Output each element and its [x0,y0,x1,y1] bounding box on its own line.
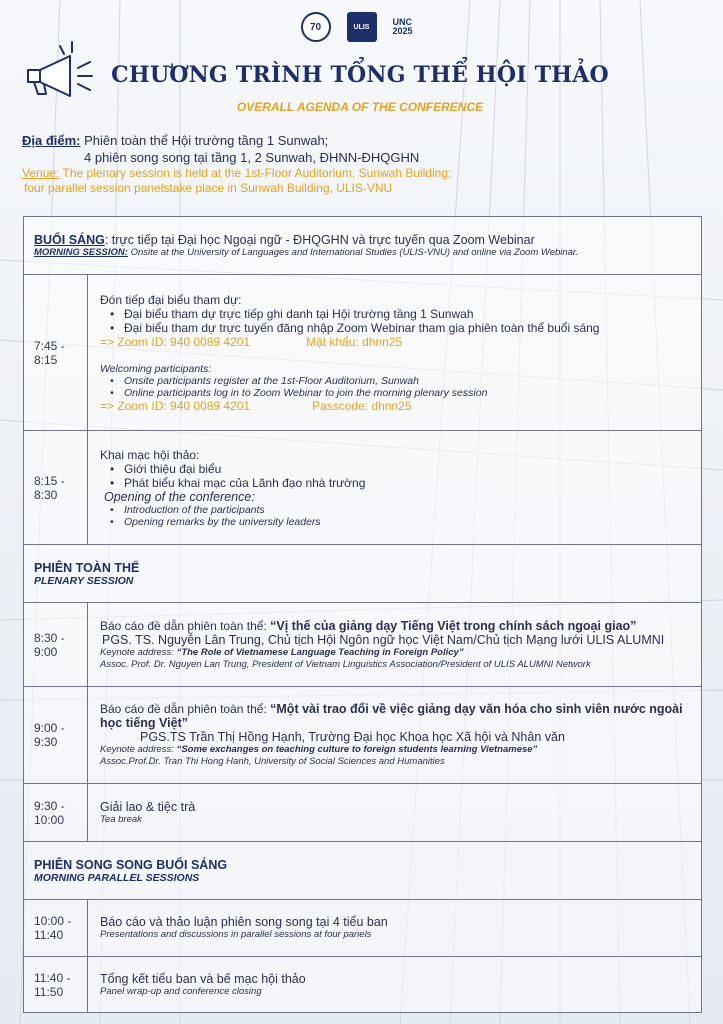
panels-vi: Báo cáo và thảo luận phiên song song tại 4 tiểu ban [100,915,388,929]
logo-row [0,12,723,42]
keynote2-title: “Một vài trao đổi về việc giảng dạy văn hóa cho sinh viên nước ngoài học tiếng Việt” [100,702,683,730]
plenary-title: PHIÊN TOÀN THỂ [34,560,140,575]
opening-desc [88,431,702,545]
agenda-row-keynote-1 [24,603,702,687]
panels-desc [88,900,702,957]
opening-en-item: • Opening remarks by the university leaders [110,516,693,528]
morning-title-rest: : trực tiếp tại Đại học Ngoại ngữ - ĐHQGHN và trực tuyến qua Zoom Webinar [104,233,535,247]
anniversary-logo: 70 [301,12,331,42]
plenary-section-header [24,545,702,603]
panels-time-end: 11:40 [34,928,64,942]
keynote2-prefix: Báo cáo đề dẫn phiên toàn thể: [100,702,271,716]
closing-time-end: 11:50 [34,984,64,999]
page-subtitle: OVERALL AGENDA OF THE CONFERENCE [236,100,484,114]
agenda-row-keynote-2 [24,687,702,784]
opening-en-head: Opening of the conference: [104,489,255,504]
morning-section-row [24,217,702,275]
opening-en-item: • Introduction of the participants [110,504,693,516]
keynote2-time [24,687,88,784]
panels-time-start: 10:00 - [34,914,72,928]
keynote1-time-start: 8:30 - [34,630,65,645]
keynote2-time-start: 9:00 - [34,721,65,735]
venue-en-text1: The plenary session is held at the 1st-Floor Auditorium, Sunwah Building; [59,166,452,180]
venue-vi-line2: 4 phiên song song tại tầng 1, 2 Sunwah, ĐHNN-ĐHQGHN [84,150,420,165]
keynote1-en-speaker: Assoc. Prof. Dr. Nguyen Lan Trung, President of Vietnam Linguistics Association/President of ULIS ALUMNI Network [100,658,591,670]
venue-vi-line1 [22,132,702,149]
welcome-vi-item: • Đại biểu tham dự trực tuyến đăng nhập Zoom Webinar tham gia phiên toàn thể buổi sáng [110,321,693,335]
zoom-id-en: => Zoom ID: 940 0089 4201 [100,398,251,413]
panels-en: Presentations and discussions in parallel sessions at four panels [100,929,372,940]
opening-vi-list [100,462,693,490]
welcome-desc [88,275,702,431]
opening-time-start: 8:15 - [34,473,65,488]
welcome-en-head: Welcoming participants: [100,362,212,375]
welcome-en-item: • Online participants log in to Zoom Webinar to join the morning plenary session [110,387,693,399]
opening-vi-item: • Giới thiệu đại biểu [110,462,693,476]
closing-en: Panel wrap-up and conference closing [100,985,262,997]
welcome-time-end: 8:15 [34,352,58,367]
plenary-sub: PLENARY SESSION [34,574,134,587]
morning-title: BUỔI SÁNG [34,233,105,247]
keynote1-en-prefix: Keynote address: [100,646,177,658]
agenda-row-break [24,784,702,842]
plenary-section-row [24,545,702,603]
break-time [24,784,88,842]
break-time-end: 10:00 [34,812,65,827]
panels-time [24,900,88,957]
agenda-row-closing [24,957,702,1013]
welcome-time-start: 7:45 - [34,338,65,353]
unc-logo-text: UNC 2025 [392,17,413,36]
welcome-en-item: • Onsite participants register at the 1st-Floor Auditorium, Sunwah [110,375,693,387]
keynote1-desc [88,603,702,687]
keynote2-speaker: PGS.TS Trần Thị Hồng Hạnh, Trường Đại học Khoa học Xã hội và Nhân văn [140,730,565,744]
closing-vi: Tổng kết tiểu ban và bế mạc hội thảo [100,971,306,986]
break-en: Tea break [100,813,142,825]
ulis-logo: ULIS [347,12,377,42]
opening-vi-item: • Phát biểu khai mạc của Lãnh đạo nhà trường [110,476,693,490]
parallel-section-row [24,842,702,900]
welcome-vi-zoom [100,335,693,349]
closing-time-start: 11:40 - [34,970,71,985]
keynote1-en-title: “The Role of Vietnamese Language Teaching in Foreign Policy” [176,646,464,658]
agenda-table [23,216,702,1013]
welcome-time [24,275,88,431]
venue-en-line2: four parallel session panelstake place in Sunwah Building, ULIS-VNU [24,181,393,195]
closing-time [24,957,88,1013]
parallel-title: PHIÊN SONG SONG BUỔI SÁNG [34,857,228,872]
break-vi: Giải lao & tiệc trà [100,799,196,814]
opening-en-list [100,504,693,528]
keynote2-desc [88,687,702,784]
welcome-vi-list [100,307,693,335]
venue-block [22,132,702,196]
keynote1-prefix: Báo cáo đề dẫn phiên toàn thể: [100,618,271,633]
keynote2-en-prefix: Keynote address: [100,744,177,755]
agenda-row-opening [24,431,702,545]
parallel-sub: MORNING PARALLEL SESSIONS [34,871,200,884]
keynote1-time-end: 9:00 [34,644,58,659]
keynote2-time-end: 9:30 [34,735,58,749]
break-desc [88,784,702,842]
welcome-vi-head: Đón tiếp đại biểu tham dự: [100,292,242,307]
morning-sub-rest: Onsite at the University of Languages and International Studies (ULIS-VNU) and online via Zoom Webinar. [127,247,579,258]
parallel-section-header [24,842,702,900]
zoom-passcode-en: Passcode: dhnn25 [312,398,412,413]
closing-desc [88,957,702,1013]
keynote2-en-title: “Some exchanges on teaching culture to foreign students learning Vietnamese” [176,744,538,755]
agenda-row-panels [24,900,702,957]
megaphone-icon [20,38,100,100]
venue-en-line1 [22,166,702,181]
venue-vi-text1: Phiên toàn thể Hội trường tầng 1 Sunwah; [80,133,329,148]
opening-time [24,431,88,545]
zoom-password-vi: Mật khẩu: dhnn25 [306,334,403,349]
keynote1-time [24,603,88,687]
venue-vi-label: Địa điểm: [22,133,81,148]
break-time-start: 9:30 - [34,798,65,813]
keynote1-line [100,619,693,633]
welcome-vi-item: • Đại biểu tham dự trực tiếp ghi danh tại Hội trường tầng 1 Sunwah [110,307,693,321]
welcome-en-zoom [100,399,693,413]
unc-2025-logo [393,12,423,42]
keynote1-title: “Vị thế của giảng dạy Tiếng Việt trong chính sách ngoại giao” [270,618,637,633]
keynote2-en-speaker: Assoc.Prof.Dr. Tran Thi Hong Hanh, University of Social Sciences and Humanities [100,756,445,767]
opening-time-end: 8:30 [34,487,58,502]
zoom-id-vi: => Zoom ID: 940 0089 4201 [100,334,251,349]
morning-sub: MORNING SESSION: [34,247,128,258]
keynote2-line [100,702,693,730]
welcome-en-list [100,375,693,399]
agenda-row-welcome [24,275,702,431]
keynote1-speaker: PGS. TS. Nguyễn Lân Trung, Chủ tịch Hội Ngôn ngữ học Việt Nam/Chủ tịch Mạng lưới ULIS ALUMNI [102,632,665,647]
morning-section-header [24,217,702,275]
page-title: CHƯƠNG TRÌNH TỔNG THỂ HỘI THẢO [111,62,609,88]
venue-en-label: Venue: [22,166,60,180]
opening-vi-head: Khai mạc hội thảo: [100,447,200,462]
